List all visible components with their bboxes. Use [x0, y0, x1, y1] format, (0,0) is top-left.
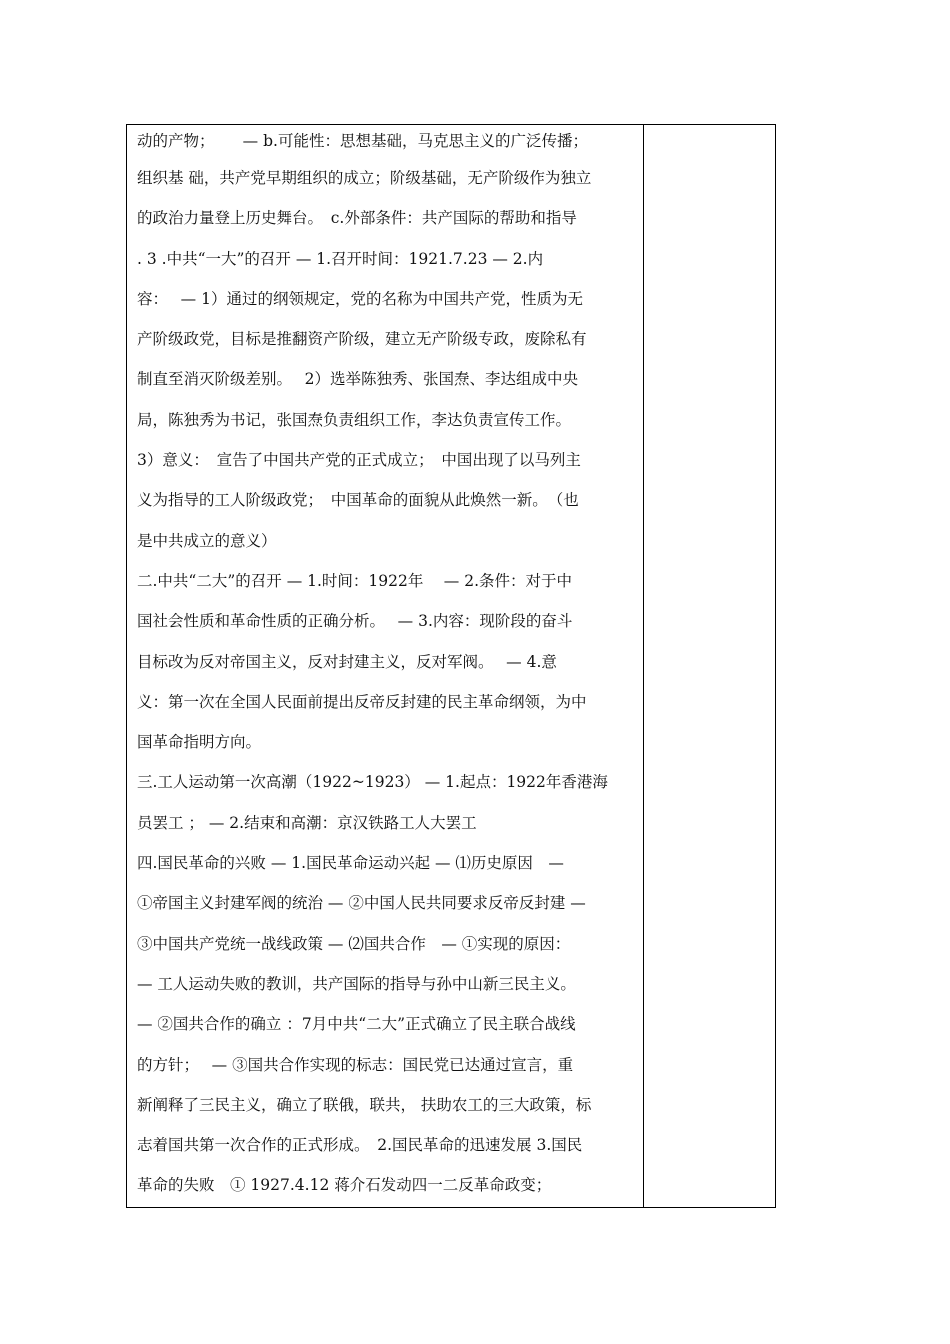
text-line: 动的产物； — b.可能性：思想基础，马克思主义的广泛传播；	[137, 132, 588, 150]
text-line: 国革命指明方向。	[137, 733, 262, 752]
text-line: 二.中共“二大”的召开 — 1.时间：1922年 — 2.条件：对于中	[137, 571, 573, 590]
text-line: 3）意义： 宣告了中国共产党的正式成立； 中国出现了以马列主	[137, 451, 581, 470]
text-line: 员罢工 ； — 2.结束和高潮：京汉铁路工人大罢工	[137, 813, 477, 832]
text-line: 新阐释了三民主义，确立了联俄，联共， 扶助农工的三大政策，标	[137, 1095, 592, 1114]
text-line: 组织基 础，共产党早期组织的成立；阶级基础，无产阶级作为独立	[137, 169, 592, 187]
text-line: 义为指导的工人阶级政党； 中国革命的面貌从此焕然一新。 （也	[137, 491, 579, 510]
text-line: ③中国共产党统一战线政策 — ⑵国共合作 — ①实现的原因：	[137, 934, 571, 953]
text-line: 的方针； — ③国共合作实现的标志：国民党已达通过宣言，重	[137, 1055, 574, 1074]
text-line: . 3 .中共“一大”的召开 — 1.召开时间：1921.7.23 — 2.内	[137, 249, 544, 268]
text-line: 义：第一次在全国人民面前提出反帝反封建的民主革命纲领，为中	[137, 692, 587, 711]
text-line: 产阶级政党，目标是推翻资产阶级，建立无产阶级专政，废除私有	[137, 330, 587, 349]
text-line: 四.国民革命的兴败 — 1.国民革命运动兴起 — ⑴历史原因 —	[137, 854, 564, 873]
text-line: 三.工人运动第一次高潮（1922~1923） — 1.起点：1922年香港海	[137, 773, 608, 792]
text-line: 革命的失败 ① 1927.4.12 蒋介石发动四一二反革命政变；	[137, 1176, 552, 1195]
text-line: 目标改为反对帝国主义，反对封建主义，反对军阀。 — 4.意	[137, 652, 557, 671]
text-line: ①帝国主义封建军阀的统治 — ②中国人民共同要求反帝反封建 —	[137, 894, 586, 913]
text-line: 容： — 1）通过的纲领规定，党的名称为中国共产党，性质为无	[137, 289, 583, 308]
text-line: — ②国共合作的确立 ：7月中共“二大”正式确立了民主联合战线	[137, 1015, 576, 1034]
text-line: 志着国共第一次合作的正式形成。 2.国民革命的迅速发展 3.国民	[137, 1136, 583, 1155]
content-cell	[127, 125, 644, 1207]
notes-cell	[644, 125, 775, 1207]
text-line: 制直至消灭阶级差别。 2）选举陈独秀、张国焘、李达组成中央	[137, 370, 579, 389]
text-line: 国社会性质和革命性质的正确分析。 — 3.内容：现阶段的奋斗	[137, 612, 573, 631]
text-line: 是中共成立的意义）	[137, 531, 277, 550]
text-line: 的政治力量登上历史舞台。 c.外部条件：共产国际的帮助和指导	[137, 209, 577, 228]
text-line: 局，陈独秀为书记，张国焘负责组织工作，李达负责宣传工作。	[137, 410, 572, 429]
document-table	[126, 124, 776, 1208]
text-line: — 工人运动失败的教训，共产国际的指导与孙中山新三民主义。	[137, 974, 576, 993]
